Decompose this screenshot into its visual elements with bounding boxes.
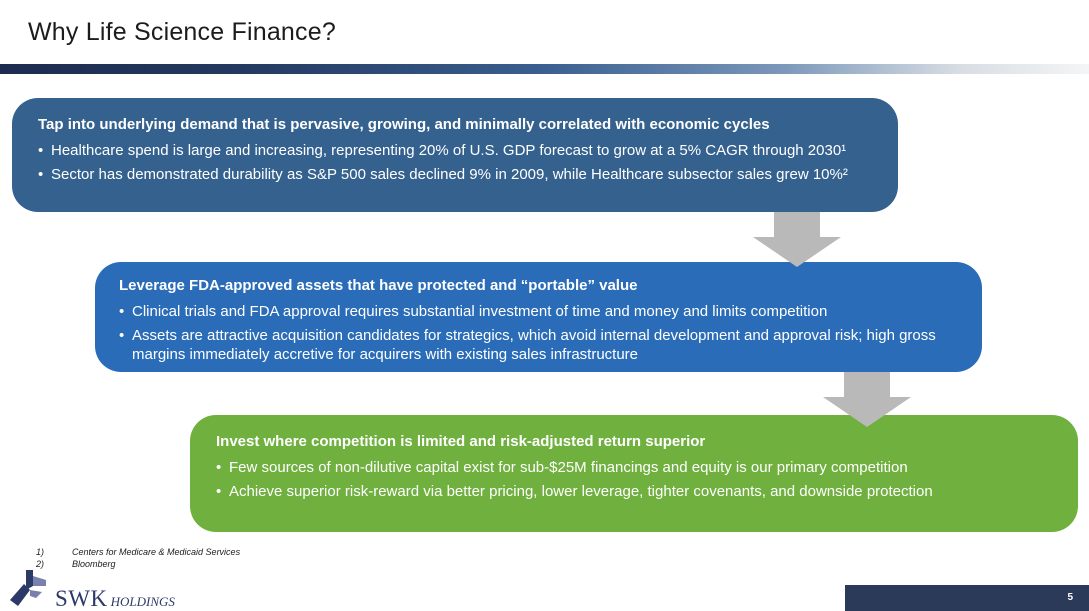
swk-holdings-logo (10, 570, 175, 610)
footer-bar (845, 585, 1089, 611)
callout-competition (190, 415, 1078, 532)
slide-title: Why Life Science Finance? (28, 18, 336, 46)
footnote-2 (36, 558, 240, 570)
callout-fda-assets-bullet-1: • Clinical trials and FDA approval requires substantial investment of time and money and limits competition (119, 302, 958, 321)
callout-fda-assets-header: Leverage FDA-approved assets that have protected and “portable” value (119, 277, 638, 294)
title-divider-bar (0, 64, 1089, 74)
callout-demand (12, 98, 898, 212)
callout-demand-bullet-1: • Healthcare spend is large and increasing, representing 20% of U.S. GDP forecast to grow at a 5% CAGR through 2030¹ (38, 141, 872, 160)
footnote-1 (36, 546, 240, 558)
callout-competition-bullet-1: • Few sources of non-dilutive capital exist for sub-$25M financings and equity is our primary competition (216, 458, 1052, 477)
down-arrow-icon (823, 369, 911, 427)
footnotes (36, 546, 240, 570)
footnote-2-number: 2) (36, 559, 45, 569)
callout-demand-bullet-2: • Sector has demonstrated durability as S&P 500 sales declined 9% in 2009, while Healthcare subsector sales grew 10%² (38, 165, 872, 184)
callout-demand-header: Tap into underlying demand that is pervasive, growing, and minimally correlated with economic cycles (38, 116, 770, 133)
swk-pinwheel-icon (10, 570, 54, 610)
page-number: 5 (1067, 592, 1073, 603)
down-arrow-icon (753, 209, 841, 267)
footnote-1-text: Centers for Medicare & Medicaid Services (72, 547, 241, 557)
callout-competition-bullet-2: • Achieve superior risk-reward via better pricing, lower leverage, tighter covenants, and downside protection (216, 482, 1052, 501)
callout-fda-assets (95, 262, 982, 372)
callout-fda-assets-bullet-2: • Assets are attractive acquisition candidates for strategics, which avoid internal development and approval risk; high gross margins immediately accretive for acquirers with existing sales infrastructure (119, 326, 958, 364)
footnote-2-text: Bloomberg (72, 559, 116, 569)
logo-suffix-text: HOLDINGS (110, 594, 175, 609)
footnote-1-number: 1) (36, 547, 45, 557)
callout-competition-header: Invest where competition is limited and risk-adjusted return superior (216, 433, 706, 450)
logo-name-text: SWK (55, 586, 108, 611)
